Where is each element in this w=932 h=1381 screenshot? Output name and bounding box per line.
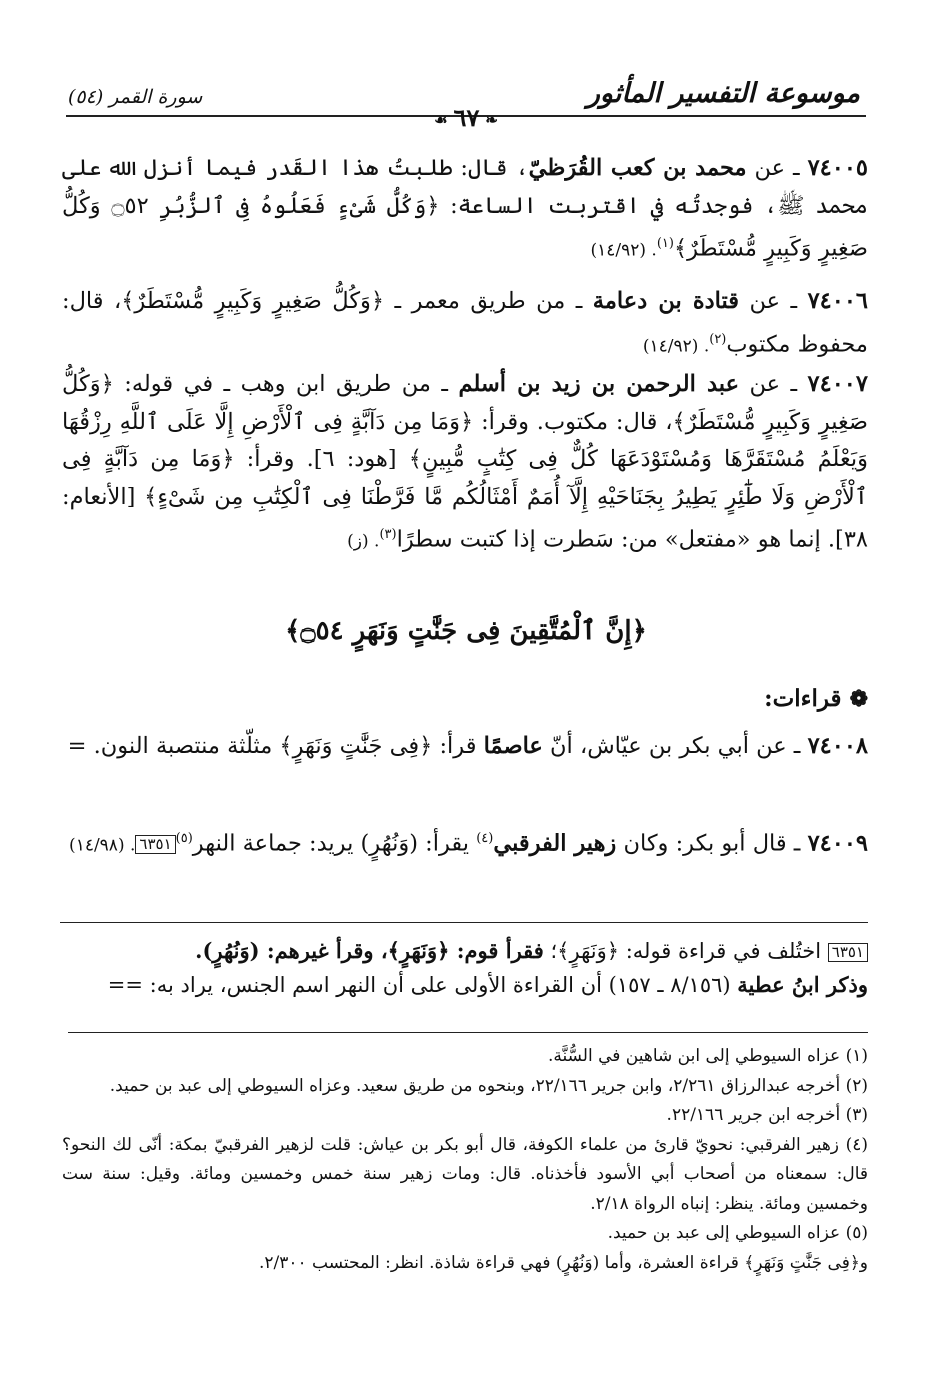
- entry-text: ـ عن: [739, 371, 798, 397]
- footnote-ref: (١): [656, 236, 674, 251]
- commentary-separator: [60, 922, 868, 923]
- footnote: (١) عزاه السيوطي إلى ابن شاهين في السُّنَّة.: [547, 1046, 868, 1066]
- narrator-name: محمد بن كعب القُرَظيّ: [528, 155, 747, 181]
- footnote: (٥) عزاه السيوطي إلى عبد بن حميد.: [607, 1223, 868, 1243]
- ornament-icon: ☙: [434, 110, 448, 129]
- commentary-text: (٨/١٥٦ ـ ١٥٧) أن القراءة الأولى على أن النهر اسم الجنس، يراد به: ==: [107, 973, 738, 997]
- hadith-entry: [62, 150, 868, 270]
- footnote-ref: (٥): [175, 831, 193, 846]
- ornament-icon: ❧: [485, 110, 498, 129]
- running-head-surah: سورة القمر (٥٤): [68, 86, 203, 108]
- quran-verse-heading: ﴿إِنَّ ٱلْمُتَّقِينَ فِى جَنَّٰتٍ وَنَهَرٍ ۝٥٤﴾: [285, 616, 647, 646]
- commentary-text: اختُلف في قراءة قوله: ﴿وَنَهَرٍ﴾؛: [543, 939, 828, 963]
- footnote: (٤) زهير الفرقبي: نحويّ قارئ من علماء الكوفة، قال أبو بكر بن عياش: قلت لزهير الفرقبيّ بمكة: أنّى لك النحو؟ قال: سمعناه من أصحاب أبي الأسود فأخذناه. قال: ومات زهير سنة خمس وخمسين ومائة. وقيل: سنة ست وخمسين ومائة. ينظر: إنباه الرواة ٢/١٨.: [62, 1134, 868, 1214]
- source-ref: . (١٤/٩٢): [590, 240, 657, 261]
- qiraat-entry: [62, 820, 868, 865]
- section-title-qiraat: [764, 685, 868, 712]
- commentary-block: [62, 934, 868, 1002]
- entry-text: قرأ: ﴿فِى جَنَّٰتٍ وَنَهَرٍ﴾ مثلّثة منتصبة النون. =: [67, 733, 484, 759]
- scholar-name: ابنُ عطية: [737, 972, 820, 997]
- footnote: (٢) أخرجه عبدالرزاق ٢/٢٦١، وابن جرير ٢٢/١٦٦، وبنحوه من طريق سعيد. وعزاه السيوطي إلى عبد بن حميد.: [109, 1075, 868, 1096]
- entry-text: ـ قال أبو بكر: وكان: [616, 830, 801, 857]
- footnote-ref: (٢): [709, 331, 727, 347]
- narrator-name: زهير الفرقبي: [493, 830, 617, 857]
- qiraat-entry: [62, 728, 868, 766]
- entry-text: ـ عن: [739, 288, 798, 314]
- entry-text: ـ عن أبي بكر بن عيّاش، أنّ: [542, 733, 801, 759]
- page-number-text: ٦٧: [453, 103, 480, 132]
- footnotes: [62, 1042, 868, 1278]
- source-ref: . (١٤/٩٢): [642, 336, 710, 356]
- entry-text: ، قال: طلبتُ هذا القَدر فيما أنزل الله على محمد ﷺ، فوجدتُه في اقتربت الساعة: ﴿وَكُلُّ شَىْءٍ فَعَلُوهُ فِى ٱلزُّبُرِ ۝٥٢ وَكُلُّ صَغِيرٍ وَكَبِيرٍ مُّسْتَطَرٌ﴾: [62, 155, 868, 262]
- hadith-entry: [62, 366, 868, 561]
- footnote-ref: (٤): [476, 831, 494, 846]
- running-head-book-title: موسوعة التفسير المأثور: [586, 78, 860, 109]
- commentary-box-label: ٦٣٥١: [828, 943, 868, 962]
- entry-number: ٧٤٠٠٥: [807, 155, 869, 181]
- commentary-box-ref: ٦٣٥١: [135, 835, 175, 854]
- footnote-separator: [68, 1032, 868, 1033]
- entry-text: ـ عن: [746, 155, 800, 181]
- source-ref: . (ز): [347, 531, 380, 552]
- entry-number: ٧٤٠٠٦: [807, 288, 868, 314]
- entry-number: ٧٤٠٠٨: [807, 733, 868, 759]
- narrator-name: عبد الرحمن بن زيد بن أسلم: [458, 371, 740, 397]
- entry-text: ـ من طريق معمر ـ ﴿وَكُلُّ صَغِيرٍ وَكَبِيرٍ مُّسْتَطَرٌ﴾، قال: محفوظ مكتوب: [62, 288, 868, 357]
- flower-ornament-icon: ❁: [849, 686, 868, 712]
- narrator-name: عاصمًا: [483, 733, 543, 759]
- source-ref: . (١٤/٩٨): [69, 835, 136, 856]
- section-title-text: قراءات:: [764, 685, 842, 712]
- commentary-bold-text: فقرأ قوم: ﴿وَنَهَرٍ﴾، وقرأ غيرهم: (وَنُهُرٍ).: [195, 938, 544, 963]
- entry-number: ٧٤٠٠٧: [807, 371, 868, 397]
- entry-number: ٧٤٠٠٩: [807, 830, 868, 857]
- footnote-ref: (٣): [379, 527, 397, 542]
- footnote: و﴿فِى جَنَّٰتٍ وَنَهَرٍ﴾ قراءة العشرة، وأما (وَنُهُرٍ) فهي قراءة شاذة. انظر: المحتسب ٢/٣٠٠.: [258, 1252, 868, 1273]
- commentary-bold-text: وذكر: [819, 972, 868, 997]
- entry-text: يقرأ: (وَنُهُرٍ) يريد: جماعة النهر: [192, 830, 477, 857]
- entry-text: ـ من طريق ابن وهب ـ في قوله: ﴿وَكُلُّ صَغِيرٍ وَكَبِيرٍ مُّسْتَطَرٌ﴾، قال: مكتوب. وقرأ: ﴿وَمَا مِن دَآبَّةٍ فِى ٱلْأَرْضِ إِلَّا عَلَى ٱللَّهِ رِزْقُهَا وَيَعْلَمُ مُسْتَقَرَّهَا وَمُسْتَوْدَعَهَا كُلٌّ فِى كِتَٰبٍ مُّبِينٍ﴾ [هود: ٦]. وقرأ: ﴿وَمَا مِن دَآبَّةٍ فِى ٱلْأَرْضِ وَلَا طَٰٓئِرٍ يَطِيرُ بِجَنَاحَيْهِ إِلَّآ أُمَمٌ أَمْثَالُكُم مَّا فَرَّطْنَا فِى ٱلْكِتَٰبِ مِن شَىْءٍ﴾ [الأنعام: ٣٨]. إنما هو «مفتعل» من: سَطرت إذا كتبت سطرًا: [62, 371, 868, 553]
- commentary-line: [62, 934, 868, 968]
- page-number: [0, 103, 932, 132]
- narrator-name: قتادة بن دعامة: [592, 288, 740, 314]
- hadith-entry: [62, 283, 868, 366]
- commentary-line: [62, 968, 868, 1002]
- footnote: (٣) أخرجه ابن جرير ٢٢/١٦٦.: [666, 1105, 868, 1125]
